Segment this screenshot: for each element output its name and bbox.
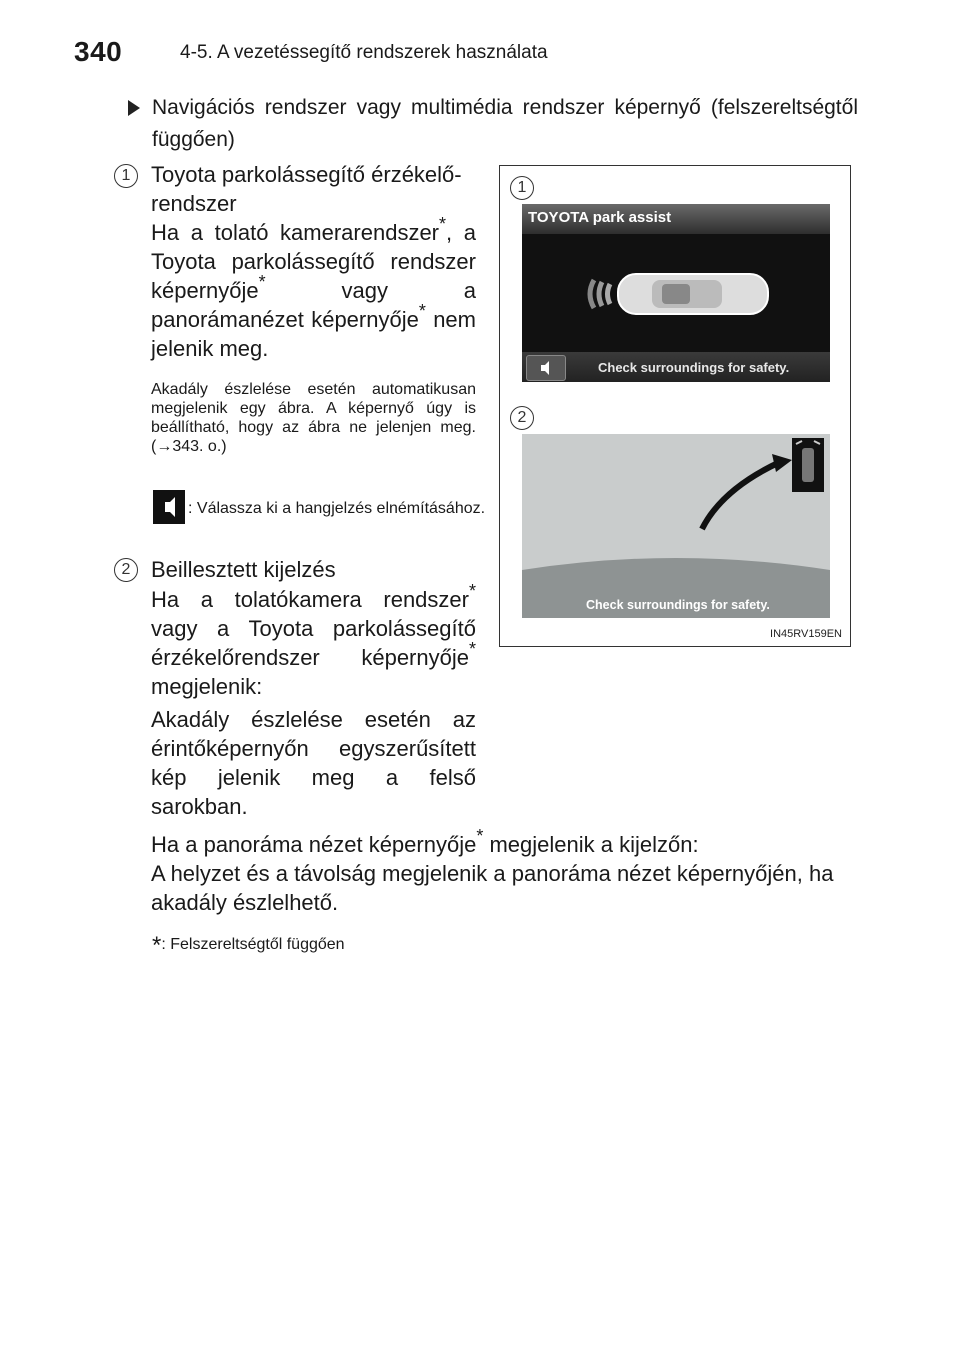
park-assist-screen xyxy=(522,204,830,382)
triangle-bullet-icon xyxy=(128,100,140,116)
screen-title: TOYOTA park assist xyxy=(528,209,672,226)
panorama-paragraph xyxy=(151,825,861,917)
icon-note: : Válassza ki a hangjelzés elnémításához. xyxy=(188,500,486,517)
section-heading xyxy=(128,92,858,156)
section-title: 4-5. A vezetéssegítő rendszerek használata xyxy=(180,42,548,63)
inset-display-screen xyxy=(522,434,830,618)
figure-label-2: 2 xyxy=(510,406,534,430)
item-number-1: 1 xyxy=(114,164,138,188)
speaker-icon xyxy=(153,490,185,524)
figure-label-1: 1 xyxy=(510,176,534,200)
speaker-icon-graphic xyxy=(153,490,185,524)
asterisk-mark: * xyxy=(468,638,476,659)
item-number-2: 2 xyxy=(114,558,138,582)
item-1-description: Ha a tolató kamerarendszer*, a Toyota parkolássegítő rendszer képernyője* vagy a panorámanézet képernyője* nem jelenik meg. xyxy=(151,213,477,361)
page-number: 340 xyxy=(74,36,123,67)
item-1-title xyxy=(151,160,476,218)
item-2-description: Ha a tolatókamera rendszer* vagy a Toyota parkolássegítő érzékelőrendszer képernyője* megjelenik: xyxy=(151,580,476,699)
panorama-line: Ha a panoráma nézet képernyője* megjelenik a kijelzőn: xyxy=(151,825,699,857)
item-2-detail: Akadály észlelése esetén az érintőképernyőn egyszerűsített kép jelenik meg a felső sarokban. xyxy=(151,707,476,819)
figure-code: IN45RV159EN xyxy=(770,628,842,640)
panorama-detail: A helyzet és a távolság megjelenik a panoráma nézet képernyőjén, ha akadály észlelhető. xyxy=(151,861,834,915)
asterisk-mark: * xyxy=(468,580,476,601)
page-header xyxy=(0,0,960,75)
mute-button[interactable] xyxy=(526,355,566,381)
asterisk-mark: * xyxy=(439,213,447,234)
item-1-title-line1: Toyota parkolássegítő érzékelő- xyxy=(151,162,462,187)
item-1-title-line2: rendszer xyxy=(151,191,237,216)
inset-message: Check surroundings for safety. xyxy=(586,598,770,612)
item-1-note: Akadály észlelése esetén automatikusan megjelenik egy ábra. A képernyő úgy is beállítható, hogy az ábra ne jelenjen meg. (→343. o.) xyxy=(151,381,476,455)
footnote-text: : Felszereltségtől függően xyxy=(161,936,345,953)
mute-speaker-icon xyxy=(527,356,565,380)
asterisk-mark: * xyxy=(418,300,426,321)
asterisk-mark: * xyxy=(476,825,484,846)
footnote-asterisk: * xyxy=(152,932,162,959)
footnote xyxy=(152,928,345,959)
section-heading-text: Navigációs rendszer vagy multimédia rendszer képernyő (felszereltségtől függően) xyxy=(152,96,858,151)
screen-message: Check surroundings for safety. xyxy=(598,360,790,375)
inset-display-graphic xyxy=(522,434,830,618)
item-2-title: Beillesztett kijelzés xyxy=(151,557,336,582)
asterisk-mark: * xyxy=(258,271,266,292)
figure-box xyxy=(499,165,851,647)
